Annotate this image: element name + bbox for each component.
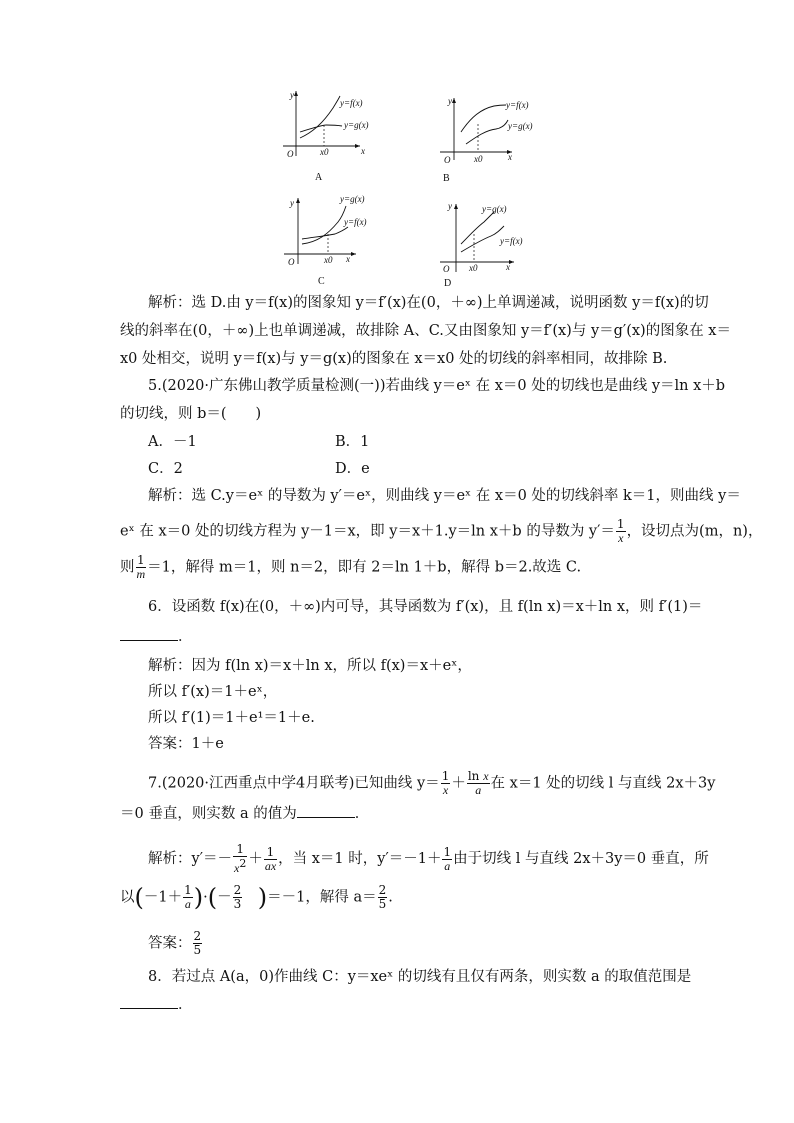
graph-b — [436, 92, 546, 192]
graph-d-origin: O — [443, 264, 450, 274]
graph-a-curve1: y=f(x) — [340, 98, 363, 108]
analysis4-line1: 解析：选 D.由 y＝f(x)的图象知 y＝f′(x)在(0，＋∞)上单调递减，说明函数 y＝f(x)的切 — [148, 295, 709, 311]
q7-answer — [148, 930, 678, 957]
q7-solution-line1-a: 解析：y′＝－ — [148, 851, 232, 867]
graph-c-origin: O — [288, 257, 295, 267]
graph-a-x-label: x — [361, 146, 365, 156]
graph-c-y-label: y — [290, 198, 294, 208]
graph-a-y-label: y — [290, 90, 294, 100]
graph-a-curve2: y=g(x) — [344, 120, 369, 130]
graph-c-curve1: y=g(x) — [340, 194, 365, 204]
fraction-1-over-a: $\frac{1}{a}$ — [184, 883, 192, 911]
q5-solution-line3-a: 则 — [120, 559, 135, 576]
q7-stem-line1: 7.(2020·江西重点中学4月联考)已知曲线 y＝ $\frac{1}{x}$ ＋ $\frac{\text{ln x}}{a}$ 在 x＝1 处的切线 l 与直线 2x＋3y — [148, 769, 716, 797]
q8-stem-line1: 8．若过点 A(a，0)作曲线 C：y＝xeˣ 的切线有且仅有两条，则实数 a 的取值范围是 — [148, 969, 692, 985]
graph-b-origin: O — [444, 155, 451, 165]
graph-d-y-label: y — [448, 201, 452, 211]
graph-a-caption: A — [315, 172, 323, 183]
graph-d-caption: D — [444, 278, 452, 289]
q5-option-d: D．e — [335, 461, 370, 477]
graph-d — [436, 200, 546, 300]
graph-a — [278, 88, 378, 188]
analysis4-line2: 线的斜率在(0，＋∞)上也单调递减，故排除 A、C.又由图象知 y＝f′(x)与 y＝g′(x)的图象在 x＝ — [120, 323, 731, 339]
fraction-2-over-3: $\frac{2}{3}$ — [233, 883, 242, 911]
q5-option-c: C．2 — [148, 461, 183, 477]
q7-answer-blank[interactable] — [297, 805, 355, 818]
q5-solution-line2-b: ，设切点为(m，n)， — [626, 523, 763, 540]
graph-c-curve2: y=f(x) — [344, 217, 367, 227]
graph-b-y-label: y — [448, 96, 452, 106]
q6-answer-blank[interactable] — [120, 628, 178, 641]
q8-answer-blank[interactable] — [120, 996, 178, 1009]
q7-answer-label: 答案： — [148, 935, 192, 952]
q7-solution-line2: 以(－1＋ $\frac{1}{a}$ )·(－ $\frac{2}{3}$ )＝－1，解得 a＝ $\frac{2}{5}$ . — [120, 883, 393, 912]
q6-solution-line2: 所以 f′(x)＝1＋eˣ， — [148, 684, 278, 700]
fraction-1-over-ax: $\frac{1}{ax}$ — [264, 844, 277, 873]
fraction-1-over-x: $\frac{1}{x}$ — [616, 517, 625, 545]
q5-stem-line2: 的切线，则 b＝( ) — [120, 406, 262, 422]
q5-solution-line3 — [120, 554, 678, 581]
graph-b-curve2: y=g(x) — [508, 121, 533, 131]
q5-solution-line1: 解析：选 C.y＝eˣ 的导数为 y′＝eˣ，则曲线 y＝eˣ 在 x＝0 处的切线斜率 k＝1，则曲线 y＝ — [148, 488, 741, 504]
q7-solution-line2-b: ＝－1，解得 a＝ — [267, 889, 377, 906]
graph-d-curve2: y=f(x) — [500, 236, 523, 246]
q6-solution-line1: 解析：因为 f(ln x)＝x＋ln x，所以 f(x)＝x＋eˣ， — [148, 658, 472, 674]
q7-solution-line2-a: 以 — [120, 889, 135, 906]
fraction-2-over-5: $\frac{2}{5}$ — [378, 883, 387, 911]
fraction-1-over-a: $\frac{1}{a}$ — [443, 844, 452, 873]
graph-a-origin: O — [287, 149, 294, 159]
q7-stem-line1-b: 在 x＝1 处的切线 l 与直线 2x＋3y — [490, 775, 716, 792]
q5-solution-line2 — [120, 517, 763, 545]
q7-stem-line1-a: 7.(2020·江西重点中学4月联考)已知曲线 y＝ — [148, 775, 440, 792]
q5-stem-line1: 5.(2020·广东佛山教学质量检测(一))若曲线 y＝eˣ 在 x＝0 处的切线也是曲线 y＝ln x＋b — [148, 378, 726, 394]
graph-a-x0: x0 — [320, 147, 329, 157]
q7-solution-line1-b: ，当 x＝1 时，y′＝－1＋ — [278, 851, 442, 867]
q7-solution-line1-c: 由于切线 l 与直线 2x＋3y＝0 垂直，所 — [453, 851, 709, 867]
graph-c-caption: C — [318, 276, 325, 287]
q8-stem-period: ． — [178, 997, 193, 1013]
graph-d-curve1: y=g(x) — [482, 204, 507, 214]
fraction-1-over-x: $\frac{1}{x}$ — [441, 769, 450, 797]
q6-stem-line2 — [120, 627, 678, 647]
analysis4-line3: x0 处相交，说明 y＝f(x)与 y＝g(x)的图象在 x＝x0 处的切线的斜率相同，故排除 B. — [120, 351, 668, 367]
graph-b-caption: B — [443, 173, 450, 184]
q6-stem-period: ． — [178, 629, 193, 645]
q6-solution-line3: 所以 f′(1)＝1＋e¹＝1＋e. — [148, 710, 315, 726]
q5-solution-line2-a: eˣ 在 x＝0 处的切线方程为 y－1＝x，即 y＝x＋1.y＝ln x＋b 的导数为 y′＝ — [120, 523, 615, 540]
graph-c-x-label: x — [346, 254, 350, 264]
q5-option-a: A．－1 — [148, 434, 197, 450]
q6-stem-line1: 6．设函数 f(x)在(0，＋∞)内可导，其导函数为 f′(x)，且 f(ln x)＝x＋ln x，则 f′(1)＝ — [148, 599, 703, 615]
graph-b-curve1: y=f(x) — [506, 100, 529, 110]
q5-option-b: B．1 — [335, 434, 370, 450]
q6-answer: 答案：1＋e — [148, 736, 224, 752]
fraction-1-over-x2: $\frac{1}{x^2}$ — [233, 842, 247, 875]
fraction-lnx-over-a: $\frac{\text{ln x}}{a}$ — [467, 769, 489, 797]
graph-c-x0: x0 — [324, 255, 333, 265]
q8-stem-line2 — [120, 995, 678, 1015]
graph-d-x0: x0 — [469, 263, 478, 273]
q7-stem-line2-text: ＝0 垂直，则实数 a 的值为 — [120, 806, 297, 822]
q7-stem-line2: ＝0 垂直，则实数 a 的值为 ． — [120, 806, 370, 822]
graph-c — [280, 192, 390, 292]
q5-solution-line3-b: ＝1，解得 m＝1，则 n＝2，即有 2＝ln 1＋b，解得 b＝2.故选 C. — [147, 559, 582, 576]
fraction-2-over-5: $\frac{2}{5}$ — [193, 929, 202, 957]
graph-b-x-label: x — [508, 152, 512, 162]
graph-b-x0: x0 — [474, 154, 483, 164]
graph-d-x-label: x — [506, 262, 510, 272]
q7-solution-line1: 解析：y′＝－ $\frac{1}{x^2}$ ＋ $\frac{1}{ax}$ ，当 x＝1 时，y′＝－1＋ $\frac{1}{a}$ 由于切线 l 与直线 2x＋3y＝0 垂直，所 — [148, 842, 709, 875]
fraction-1-over-m: $\frac{1}{m}$ — [136, 553, 146, 581]
